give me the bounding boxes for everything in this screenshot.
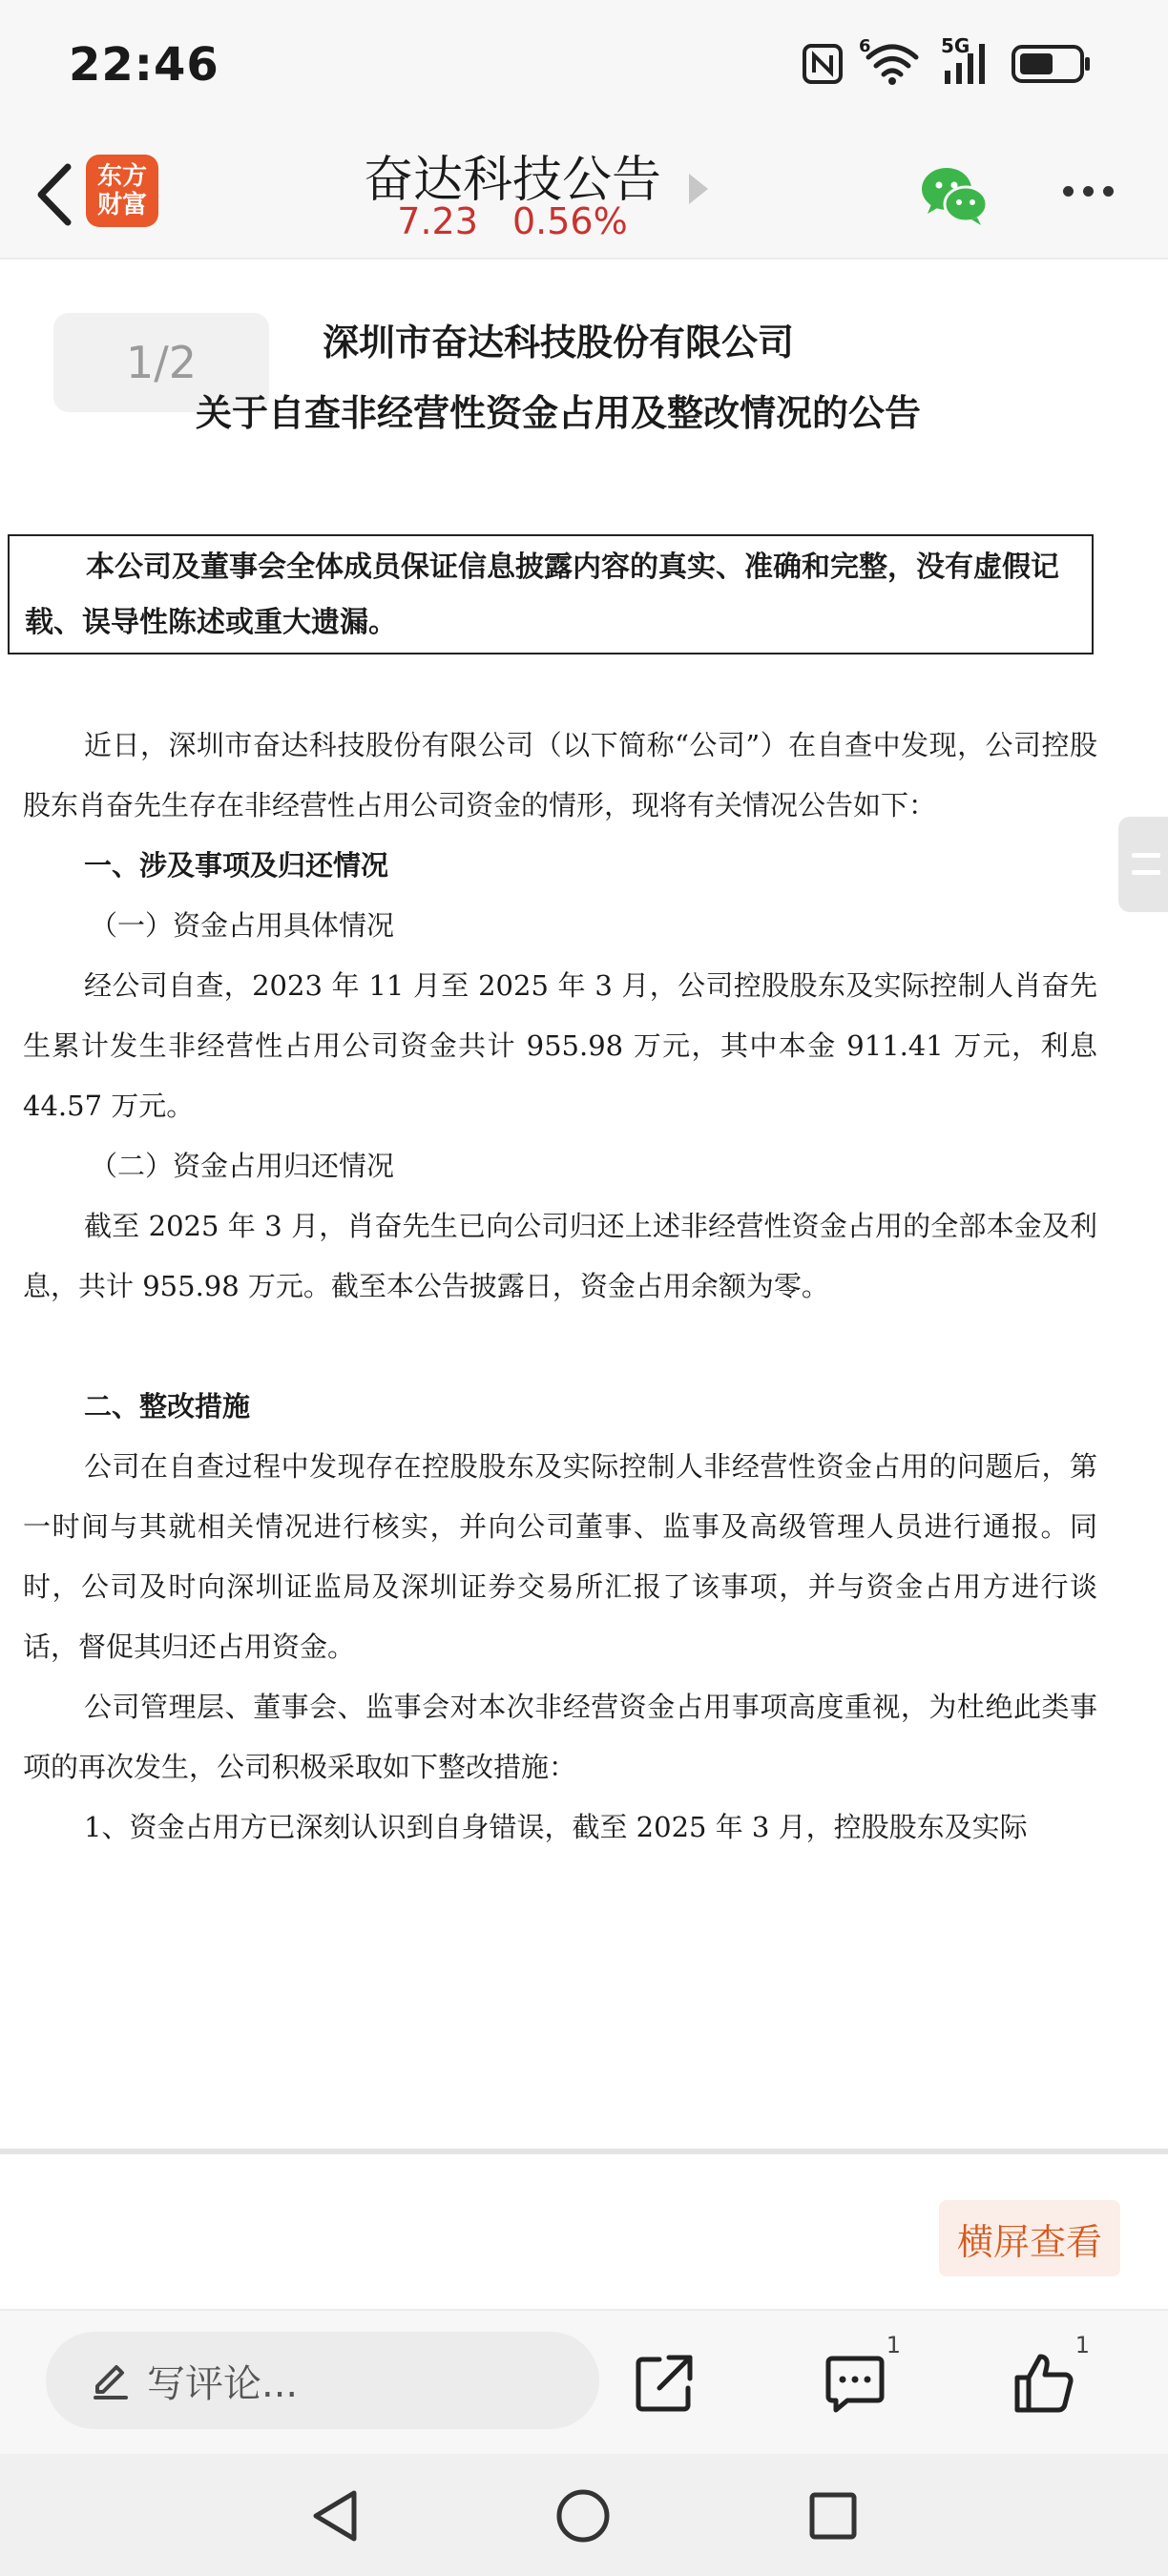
more-dot-icon: [1083, 186, 1094, 197]
more-options-button[interactable]: [1050, 172, 1126, 210]
comment-count: 1: [886, 2332, 901, 2358]
back-button[interactable]: [21, 156, 88, 233]
circle-home-icon: [554, 2487, 612, 2545]
system-home-button[interactable]: [550, 2483, 616, 2549]
bottom-action-bar: [0, 2309, 1168, 2454]
system-navigation-bar: [0, 2454, 1168, 2576]
side-drawer-handle[interactable]: [1118, 817, 1168, 912]
landscape-bar: [0, 2149, 1168, 2316]
share-icon: [633, 2352, 696, 2415]
paragraph: 经公司自查，2023 年 11 月至 2025 年 3 月，公司控股股东及实际控制人肖奋先生累计发生非经营性占用公司资金共计 955.98 万元，其中本金 911.41 万元，利息 44.57 万元。: [23, 969, 1097, 1122]
title-arrow-icon[interactable]: [689, 174, 708, 204]
stock-change: 0.56%: [511, 200, 628, 242]
app-logo[interactable]: [86, 155, 158, 227]
app-logo-line2: 财富: [96, 191, 147, 219]
paragraph: 公司在自查过程中发现存在控股股东及实际控制人非经营性资金占用的问题后，第一时间与其就相关情况进行核实，并向公司董事、监事及高级管理人员进行通报。同时，公司及时向深圳证监局及深圳证券交易所汇报了该事项，并与资金占用方进行谈话，督促其归还占用资金。: [23, 1450, 1097, 1663]
like-count: 1: [1074, 2332, 1090, 2358]
stock-quote: [298, 200, 727, 242]
paragraph: 1、资金占用方已深刻认识到自身错误，截至 2025 年 3 月，控股股东及实际: [84, 1811, 1028, 1843]
like-button[interactable]: [1006, 2332, 1090, 2421]
back-arrow-icon: [33, 161, 75, 228]
share-button[interactable]: [626, 2345, 702, 2421]
triangle-back-icon: [308, 2487, 362, 2545]
battery-icon: [1012, 43, 1092, 85]
more-dot-icon: [1063, 186, 1074, 197]
document-title-subject: 关于自查非经营性资金占用及整改情况的公告: [195, 391, 921, 434]
document-title-company: 深圳市奋达科技股份有限公司: [322, 321, 794, 364]
pencil-icon: [90, 2359, 132, 2401]
paragraph: 截至 2025 年 3 月，肖奋先生已向公司归还上述非经营性资金占用的全部本金及利息，共计 955.98 万元。截至本公告披露日，资金占用余额为零。: [23, 1210, 1097, 1302]
stock-price: 7.23: [397, 200, 478, 242]
comment-input[interactable]: [46, 2332, 599, 2429]
paragraph: 公司管理层、董事会、监事会对本次非经营资金占用事项高度重视，为杜绝此类事项的再次发生，公司积极采取如下整改措施：: [23, 1691, 1097, 1783]
system-back-button[interactable]: [302, 2483, 368, 2549]
subsection-heading: （二）资金占用归还情况: [90, 1150, 395, 1182]
document-viewer[interactable]: [0, 260, 1168, 2149]
network-type-label: 5G: [941, 34, 970, 57]
comments-button[interactable]: [817, 2332, 901, 2421]
page-indicator: 1/2: [53, 313, 269, 412]
section-heading: 二、整改措施: [84, 1390, 251, 1423]
system-recents-button[interactable]: [800, 2483, 866, 2549]
document-body: [23, 716, 1097, 1858]
status-time: 22:46: [69, 38, 219, 92]
thumbs-up-icon: [1012, 2351, 1076, 2416]
wechat-share-button[interactable]: [916, 156, 992, 233]
paragraph-intro: 近日，深圳市奋达科技股份有限公司（以下简称“公司”）在自查中发现，公司控股股东肖奋先生存在非经营性占用公司资金的情形，现将有关情况公告如下：: [23, 729, 1097, 821]
square-recents-icon: [806, 2489, 860, 2543]
app-header: [0, 134, 1168, 260]
wifi-label: 6: [859, 36, 871, 56]
wechat-icon: [916, 156, 992, 233]
declaration-box: 本公司及董事会全体成员保证信息披露内容的真实、准确和完整，没有虚假记载、误导性陈述或重大遗漏。: [8, 534, 1094, 654]
nfc-icon: [802, 43, 844, 85]
comment-placeholder: 写评论...: [147, 2361, 299, 2406]
subsection-heading: （一）资金占用具体情况: [90, 909, 395, 942]
document-title: [0, 307, 1116, 448]
more-dot-icon: [1103, 186, 1114, 197]
handle-line-icon: [1132, 853, 1160, 858]
handle-line-icon: [1132, 870, 1160, 875]
app-logo-line1: 东方: [96, 162, 147, 191]
page-title[interactable]: 奋达科技公告: [363, 152, 661, 209]
wifi-icon: [859, 36, 920, 86]
spacer: [23, 1317, 1097, 1377]
landscape-view-button[interactable]: 横屏查看: [939, 2200, 1120, 2276]
section-heading: 一、涉及事项及归还情况: [84, 849, 389, 882]
cellular-signal-icon: [941, 34, 991, 86]
comment-icon: [823, 2351, 887, 2416]
status-icons: [802, 34, 1092, 86]
status-bar: [0, 0, 1168, 134]
